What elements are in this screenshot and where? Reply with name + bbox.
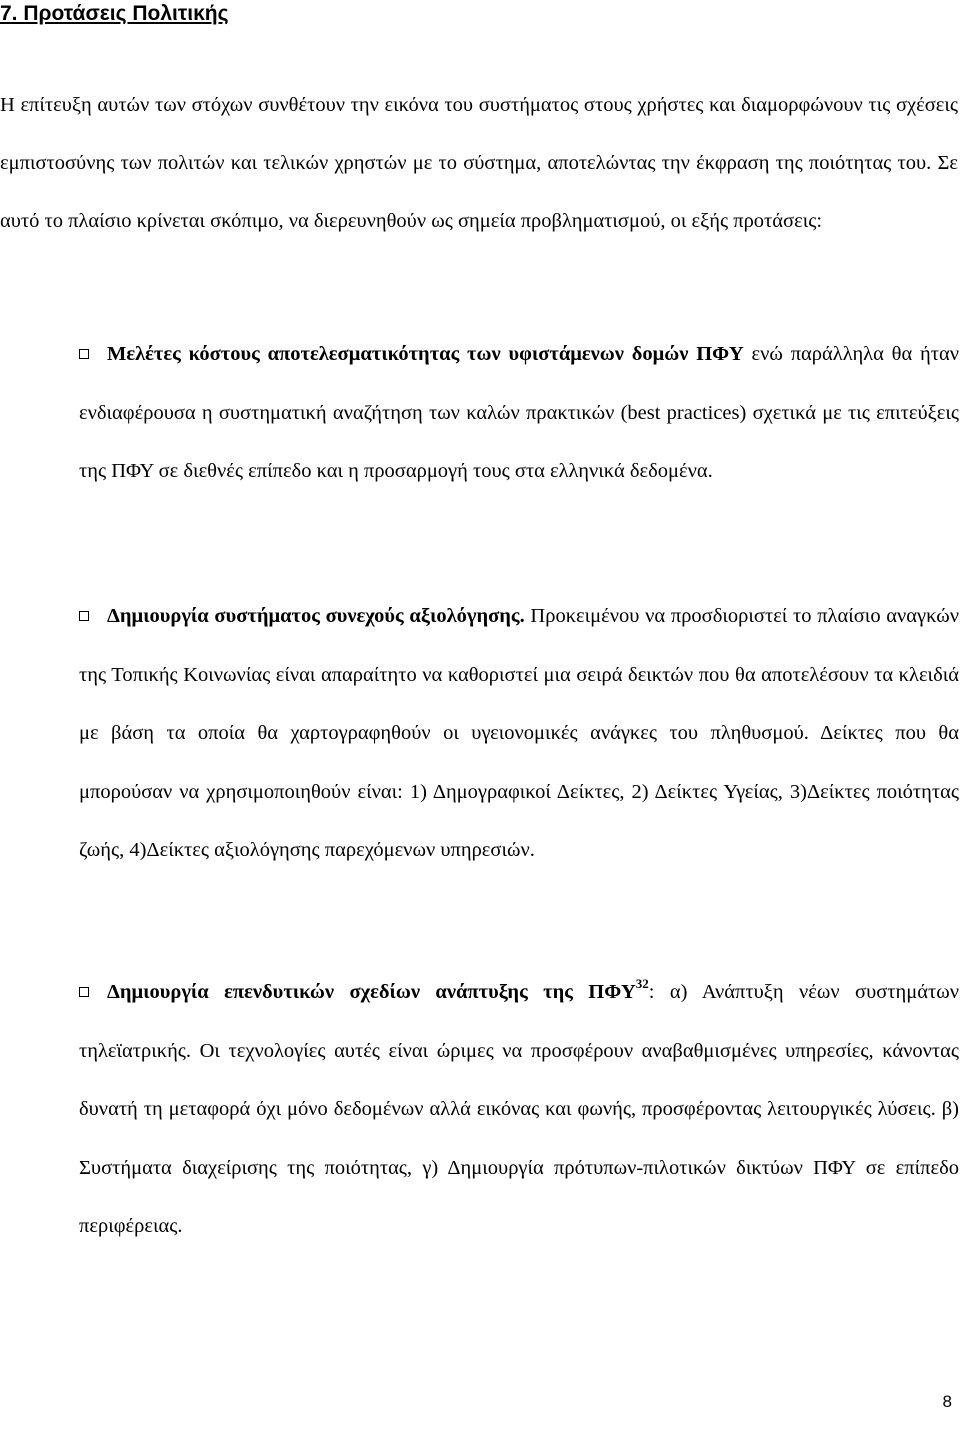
- list-item: [79, 963, 959, 1256]
- checkbox-bullet-icon: [79, 987, 89, 997]
- list-item-text: ενώ παράλληλα θα ήταν ενδιαφέρουσα η συστηματική αναζήτηση των καλών πρακτικών (best practices) σχετικά με τις επιτεύξεις της ΠΦΥ σε διεθνές επίπεδο και η προσαρμογή τους στα ελληνικά δεδομένα.: [79, 343, 959, 482]
- section-heading: 7. Προτάσεις Πολιτικής: [0, 2, 229, 25]
- checkbox-bullet-icon: [79, 349, 89, 359]
- page-number: 8: [942, 1392, 952, 1411]
- intro-paragraph: Η επίτευξη αυτών των στόχων συνθέτουν την εικόνα του συστήματος στους χρήστες και διαμορφώνουν τις σχέσεις εμπιστοσύνης των πολιτών και τελικών χρηστών με το σύστημα, αποτελώντας την έκφραση της ποιότητας του. Σε αυτό το πλαίσιο κρίνεται σκόπιμο, να διερευνηθούν ως σημεία προβληματισμού, οι εξής προτάσεις:: [0, 94, 958, 232]
- list-item: [79, 587, 959, 880]
- list-item-title: Μελέτες κόστους αποτελεσματικότητας των υφιστάμενων δομών ΠΦΥ: [107, 343, 744, 365]
- list-item-title: Δημιουργία συστήματος συνεχούς αξιολόγησης.: [107, 605, 525, 627]
- footnote-ref[interactable]: 32: [635, 976, 649, 991]
- checkbox-bullet-icon: [79, 611, 89, 621]
- list-item-text: Προκειμένου να προσδιοριστεί το πλαίσιο αναγκών της Τοπικής Κοινωνίας είναι απαραίτητο να καθοριστεί μια σειρά δεικτών που θα αποτελέσουν τα κλειδιά με βάση τα οποία θα χαρτογραφηθούν οι υγειονομικές ανάγκες του πληθυσμού. Δείκτες που θα μπορούσαν να χρησιμοποιηθούν είναι: 1) Δημογραφικοί Δείκτες, 2) Δείκτες Υγείας, 3)Δείκτες ποιότητας ζωής, 4)Δείκτες αξιολόγησης παρεχόμενων υπηρεσιών.: [79, 605, 959, 861]
- list-item-text: : α) Ανάπτυξη νέων συστημάτων τηλεϊατρικής. Οι τεχνολογίες αυτές είναι ώριμες να προσφέρουν αναβαθμισμένες υπηρεσίες, κάνοντας δυνατή τη μεταφορά όχι μόνο δεδομένων αλλά εικόνας και φωνής, προσφέροντας λειτουργικές λύσεις. β) Συστήματα διαχείρισης της ποιότητας, γ) Δημιουργία πρότυπων-πιλοτικών δικτύων ΠΦΥ σε επίπεδο περιφέρειας.: [79, 981, 959, 1237]
- list-item-title: Δημιουργία επενδυτικών σχεδίων ανάπτυξης της ΠΦΥ: [107, 981, 636, 1003]
- list-item: [79, 325, 959, 501]
